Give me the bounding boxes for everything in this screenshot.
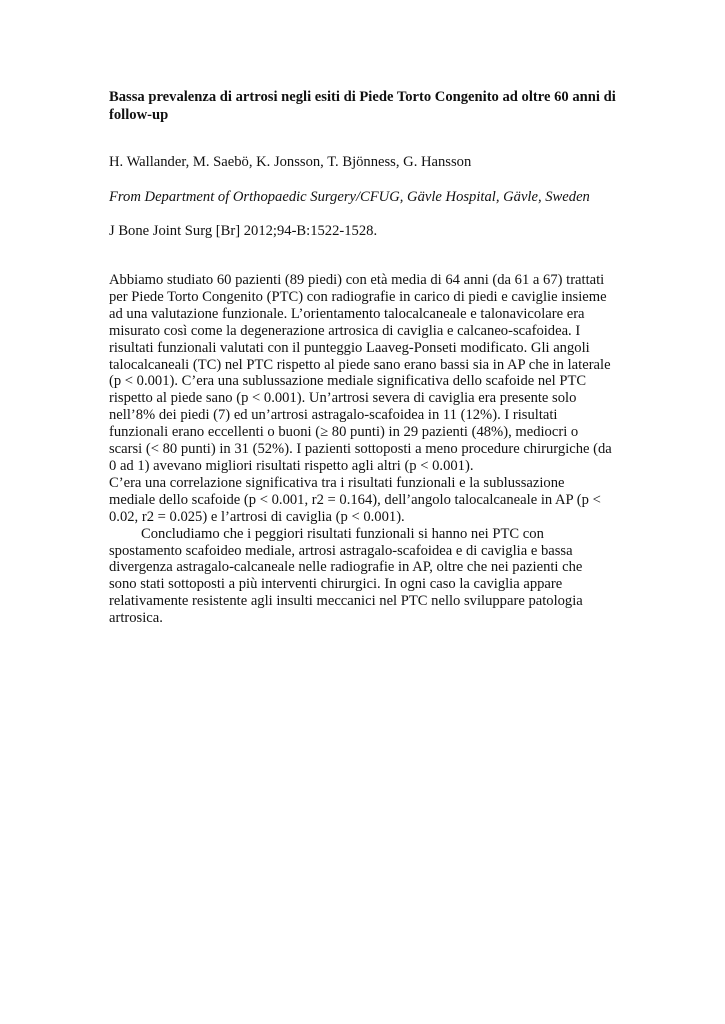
abstract-line: misurato così come la degenerazione artrosica di caviglia e calcaneo-scafoidea. I	[109, 322, 581, 339]
abstract-body	[109, 272, 619, 627]
abstract-line: risultati funzionali valutati con il punteggio Laaveg-Ponseti modificato. Gli angoli	[109, 339, 590, 356]
abstract-line: rispetto al piede sano (p < 0.001). Un’artrosi severa di caviglia era presente solo	[109, 390, 577, 407]
abstract-line: ad una valutazione funzionale. L’orientamento talocalcaneale e talonavicolare era	[109, 305, 585, 322]
abstract-line: talocalcaneali (TC) nel PTC rispetto al piede sano erano bassi sia in AP che in laterale	[109, 356, 611, 373]
abstract-line: C’era una correlazione significativa tra i risultati funzionali e la sublussazione	[109, 474, 565, 491]
article-title: Bassa prevalenza di artrosi negli esiti di Piede Torto Congenito ad oltre 60 anni di follow-up	[109, 89, 616, 123]
abstract-line: relativamente resistente agli insulti meccanici nel PTC nello sviluppare patologia	[109, 593, 583, 610]
abstract-line: Abbiamo studiato 60 pazienti (89 piedi) con età media di 64 anni (da 61 a 67) trattati	[109, 272, 605, 288]
article-authors: H. Wallander, M. Saebö, K. Jonsson, T. Bjönness, G. Hansson	[109, 154, 472, 170]
abstract-line: funzionali erano eccellenti o buoni (≥ 80 punti) in 29 pazienti (48%), mediocri o	[109, 424, 579, 441]
article-affiliation: From Department of Orthopaedic Surgery/CFUG, Gävle Hospital, Gävle, Sweden	[109, 189, 590, 205]
abstract-line: 0 ad 1) avevano migliori risultati rispetto agli altri (p < 0.001).	[109, 457, 474, 474]
abstract-line: artrosica.	[109, 610, 163, 627]
abstract-line: (p < 0.001). C’era una sublussazione mediale significativa dello scafoide nel PTC	[109, 373, 587, 390]
abstract-line: Concludiamo che i peggiori risultati funzionali si hanno nei PTC con	[141, 525, 544, 542]
abstract-line: nell’8% dei piedi (7) ed un’artrosi astragalo-scafoidea in 11 (12%). I risultati	[109, 407, 558, 424]
abstract-line: divergenza astragalo-calcaneale nelle radiografie in AP, oltre che nei pazienti che	[109, 559, 583, 576]
abstract-line: scarsi (< 80 punti) in 31 (52%). I pazienti sottoposti a meno procedure chirurgiche (da	[109, 441, 612, 458]
article-citation: J Bone Joint Surg [Br] 2012;94-B:1522-1528.	[109, 223, 378, 239]
abstract-line: spostamento scafoideo mediale, artrosi astragalo-scafoidea e di caviglia e bassa	[109, 542, 573, 559]
abstract-line: sono stati sottoposti a più interventi chirurgici. In ogni caso la caviglia appare	[109, 576, 563, 593]
abstract-line: mediale dello scafoide (p < 0.001, r2 = 0.164), dell’angolo talocalcaneale in AP (p <	[109, 491, 601, 508]
abstract-line: 0.02, r2 = 0.025) e l’artrosi di caviglia (p < 0.001).	[109, 508, 405, 525]
abstract-line: per Piede Torto Congenito (PTC) con radiografie in carico di piedi e caviglie insieme	[109, 288, 607, 305]
